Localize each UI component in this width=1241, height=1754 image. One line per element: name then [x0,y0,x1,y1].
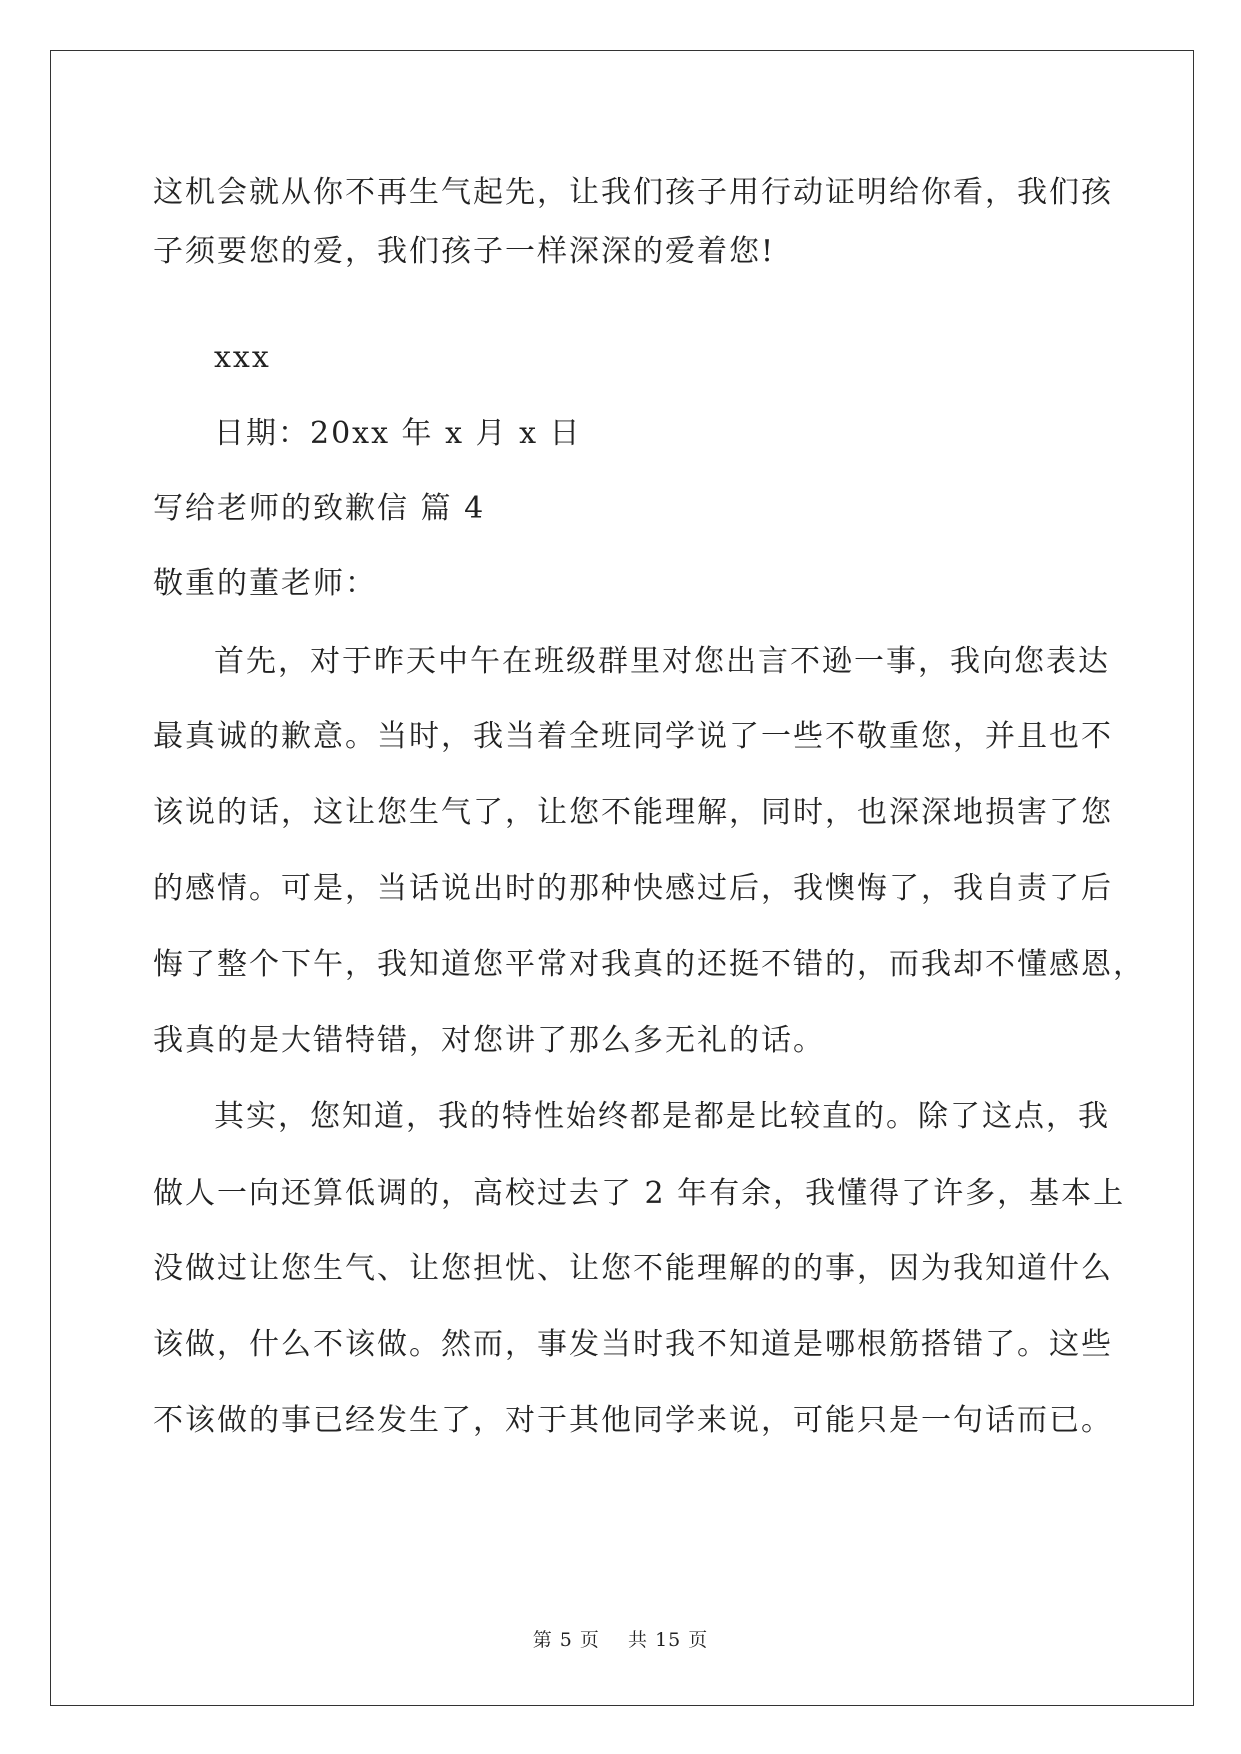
section-heading: 写给老师的致歉信 篇 4 [153,491,486,526]
paragraph-line: 做人一向还算低调的，高校过去了 2 年有余，我懂得了许多，基本上 [153,1176,1126,1211]
text-line: 子须要您的爱，我们孩子一样深深的爱着您! [153,234,776,269]
paragraph-line: 不该做的事已经发生了，对于其他同学来说，可能只是一句话而已。 [153,1403,1113,1438]
date-line: 日期：20xx 年 x 月 x 日 [214,416,582,451]
page-number-footer: 第 5 页 共 15 页 [532,1629,709,1651]
paragraph-line: 的感情。可是，当话说出时的那种快感过后，我懊悔了，我自责了后 [153,871,1113,906]
paragraph-line: 没做过让您生气、让您担忧、让您不能理解的的事，因为我知道什么 [153,1251,1113,1286]
paragraph-line: 我真的是大错特错，对您讲了那么多无礼的话。 [153,1023,825,1058]
paragraph-line: 最真诚的歉意。当时，我当着全班同学说了一些不敬重您，并且也不 [153,719,1113,754]
paragraph-line: 其实，您知道，我的特性始终都是都是比较直的。除了这点，我 [214,1099,1110,1134]
signature-text: xxx [214,340,271,375]
paragraph-line: 该说的话，这让您生气了，让您不能理解，同时，也深深地损害了您 [153,795,1113,830]
paragraph-line: 首先，对于昨天中午在班级群里对您出言不逊一事，我向您表达 [214,644,1110,679]
salutation: 敬重的董老师： [153,566,377,601]
paragraph-line: 该做，什么不该做。然而，事发当时我不知道是哪根筋搭错了。这些 [153,1327,1113,1362]
paragraph-line: 悔了整个下午，我知道您平常对我真的还挺不错的，而我却不懂感恩， [153,947,1145,982]
text-line: 这机会就从你不再生气起先，让我们孩子用行动证明给你看，我们孩 [153,175,1113,210]
